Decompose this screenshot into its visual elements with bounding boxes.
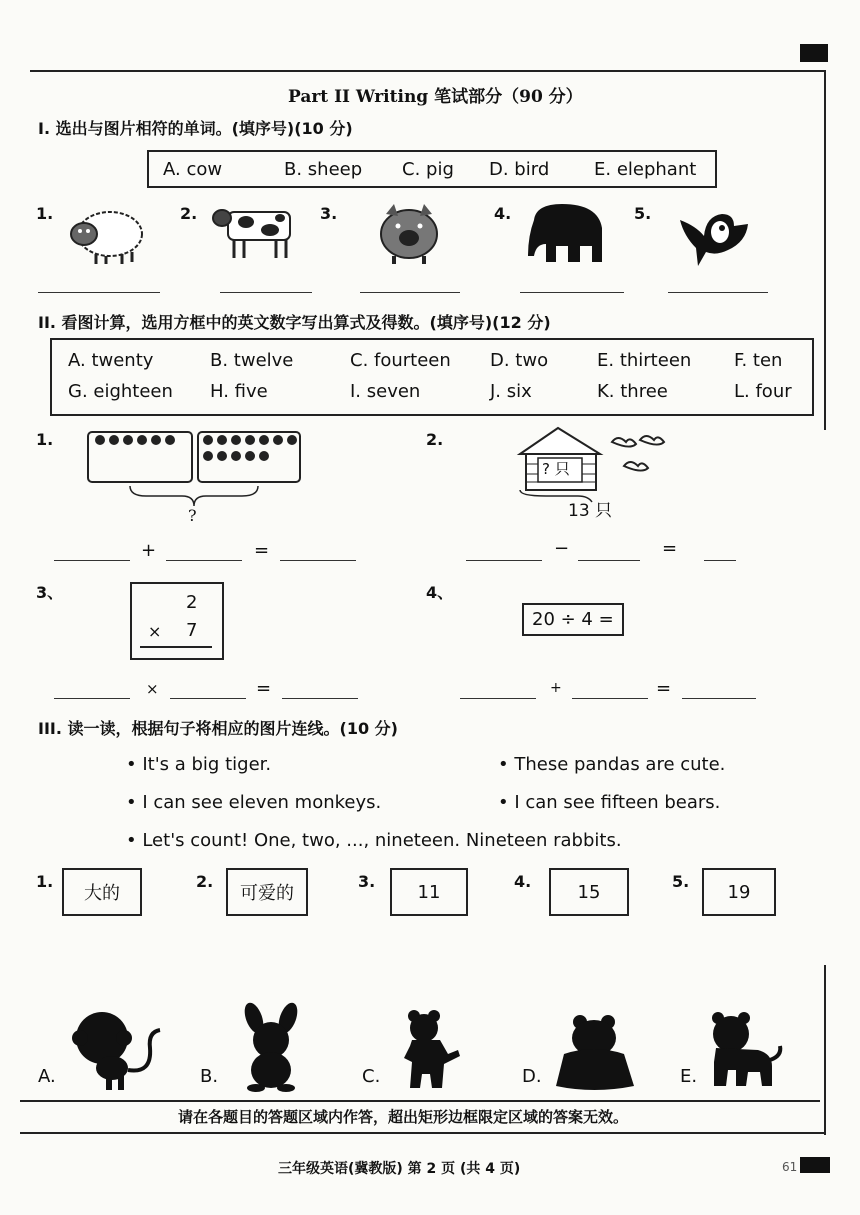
number-option: H. five <box>210 381 268 402</box>
sentence-text: It's a big tiger. <box>142 754 272 775</box>
picture-letter: A. <box>38 1066 56 1087</box>
number-option: F. ten <box>734 350 783 371</box>
answer-blank[interactable] <box>170 698 246 699</box>
section-3-heading: III. 读一读，根据句子将相应的图片连线。(10 分) <box>38 719 398 738</box>
sentence-item: • These pandas are cute. <box>498 754 726 775</box>
sheep-icon <box>66 204 146 266</box>
answer-blank[interactable] <box>572 698 648 699</box>
right-rule-lower <box>824 965 826 1135</box>
item-number: 5. <box>634 204 652 223</box>
page-footer: 三年级英语(冀教版) 第 2 页 (共 4 页) <box>278 1161 521 1177</box>
word-option: B. sheep <box>284 158 363 180</box>
picture-letter: E. <box>680 1066 698 1087</box>
match-box[interactable]: 19 <box>702 868 776 916</box>
sentence-item: • Let's count! One, two, ..., nineteen. Nineteen rabbits. <box>126 830 622 851</box>
number-option: K. three <box>597 381 668 402</box>
registration-mark-bottom <box>800 1157 830 1173</box>
number-option: D. two <box>490 350 549 371</box>
house-label: ? 只 <box>542 460 570 478</box>
number-option: C. fourteen <box>350 350 451 371</box>
item-number: 3. <box>320 204 338 223</box>
box-number: 4. <box>514 872 532 891</box>
number-option: I. seven <box>350 381 421 402</box>
question-number: 1. <box>36 430 54 449</box>
answer-blank[interactable] <box>578 560 640 561</box>
answer-blank[interactable] <box>54 698 130 699</box>
sentence-item: • I can see fifteen bears. <box>498 792 721 813</box>
item-number: 4. <box>494 204 512 223</box>
question-number: 2. <box>426 430 444 449</box>
number-option: A. twenty <box>68 350 154 371</box>
sentence-text: These pandas are cute. <box>514 754 726 775</box>
number-option: J. six <box>490 381 532 402</box>
word-option: D. bird <box>489 158 550 180</box>
answer-blank[interactable] <box>682 698 756 699</box>
word-bank-box <box>147 150 717 188</box>
answer-blank[interactable] <box>54 560 130 561</box>
match-box[interactable]: 11 <box>390 868 468 916</box>
sentence-text: Let's count! One, two, ..., nineteen. Nineteen rabbits. <box>142 830 622 851</box>
answer-area-notice: 请在各题目的答题区域内作答，超出矩形边框限定区域的答案无效。 <box>178 1108 629 1126</box>
answer-blank[interactable] <box>704 560 736 561</box>
bear-silhouette-icon[interactable] <box>402 1010 462 1092</box>
box-number: 2. <box>196 872 214 891</box>
rabbit-silhouette-icon[interactable] <box>238 1004 304 1092</box>
equals-sign: = <box>256 678 272 699</box>
elephant-icon <box>522 200 608 266</box>
sentence-text: I can see eleven monkeys. <box>142 792 382 813</box>
number-option: L. four <box>734 381 792 402</box>
picture-letter: B. <box>200 1066 219 1087</box>
notice-top-rule <box>20 1100 820 1102</box>
house-with-animals-figure <box>516 424 676 496</box>
question-number: 4、 <box>426 583 454 602</box>
answer-blank[interactable] <box>38 292 160 293</box>
unknown-total-label: ? <box>188 506 197 525</box>
corner-mark: 61 <box>782 1160 798 1174</box>
answer-blank[interactable] <box>220 292 312 293</box>
word-option: E. elephant <box>594 158 697 180</box>
section-1-heading: I. 选出与图片相符的单词。(填序号)(10 分) <box>38 119 353 138</box>
number-option: G. eighteen <box>68 381 173 402</box>
operator: + <box>550 680 562 696</box>
tiger-silhouette-icon[interactable] <box>706 1010 782 1090</box>
question-number: 3、 <box>36 583 64 602</box>
match-box[interactable]: 大的 <box>62 868 142 916</box>
panda-silhouette-icon[interactable] <box>554 1014 636 1090</box>
monkey-silhouette-icon[interactable] <box>72 1008 164 1092</box>
sentence-item: • I can see eleven monkeys. <box>126 792 382 813</box>
equals-sign: = <box>656 678 672 699</box>
page-title: Part II Writing 笔试部分（90 分） <box>288 87 583 107</box>
answer-blank[interactable] <box>166 560 242 561</box>
picture-letter: D. <box>522 1066 542 1087</box>
notice-bottom-rule <box>20 1132 826 1134</box>
answer-blank[interactable] <box>466 560 542 561</box>
division-expression: 20 ÷ 4 = <box>522 603 624 636</box>
box-number: 5. <box>672 872 690 891</box>
operator: − <box>554 538 570 559</box>
pig-icon <box>374 200 444 266</box>
box-number: 3. <box>358 872 376 891</box>
item-number: 2. <box>180 204 198 223</box>
equals-sign: = <box>662 538 678 559</box>
answer-blank[interactable] <box>360 292 460 293</box>
equals-sign: = <box>254 540 270 561</box>
right-rule <box>824 70 826 430</box>
operator: + <box>141 540 157 561</box>
multiplication-rule <box>140 646 212 648</box>
sentence-item: • It's a big tiger. <box>126 754 272 775</box>
answer-blank[interactable] <box>668 292 768 293</box>
match-box[interactable]: 可爱的 <box>226 868 308 916</box>
answer-blank[interactable] <box>280 560 356 561</box>
answer-blank[interactable] <box>520 292 624 293</box>
match-box[interactable]: 15 <box>549 868 629 916</box>
multiplication-box <box>130 582 224 660</box>
answer-blank[interactable] <box>282 698 358 699</box>
registration-mark-top <box>800 44 828 62</box>
word-option: A. cow <box>163 158 223 180</box>
multiplier: 7 <box>186 620 198 641</box>
top-rule <box>30 70 825 72</box>
cow-icon <box>210 200 296 262</box>
total-label: 13 只 <box>568 501 613 521</box>
answer-blank[interactable] <box>460 698 536 699</box>
bird-icon <box>676 206 752 270</box>
section-2-heading: II. 看图计算，选用方框中的英文数字写出算式及得数。(填序号)(12 分) <box>38 313 551 332</box>
sentence-text: I can see fifteen bears. <box>514 792 721 813</box>
multiplicand: 2 <box>186 592 198 613</box>
number-option: B. twelve <box>210 350 294 371</box>
times-sign: × <box>148 622 162 641</box>
box-number: 1. <box>36 872 54 891</box>
operator: × <box>146 680 159 698</box>
number-option: E. thirteen <box>597 350 692 371</box>
word-option: C. pig <box>402 158 454 180</box>
item-number: 1. <box>36 204 54 223</box>
picture-letter: C. <box>362 1066 381 1087</box>
